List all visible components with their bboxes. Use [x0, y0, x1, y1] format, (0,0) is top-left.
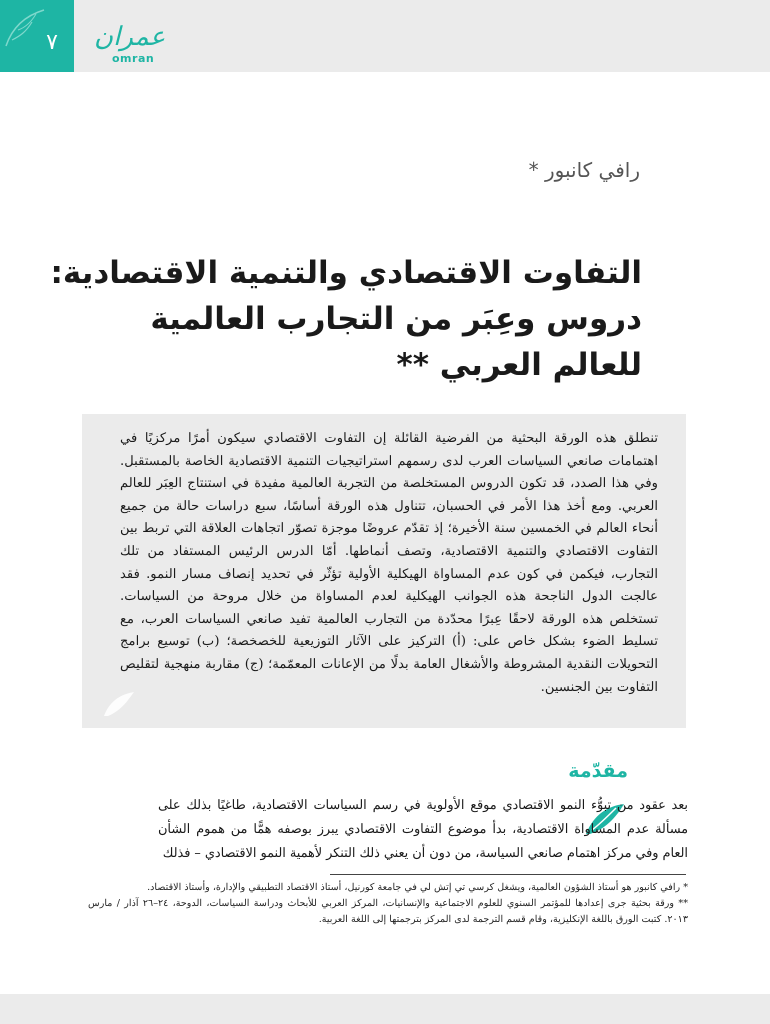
logo-arabic-text: عمران: [94, 22, 166, 52]
intro-paragraph: بعد عقود من تبوُّء النمو الاقتصادي موقع الأولوية في رسم السياسات الاقتصادية، طاغيًا بذلك على مسألة عدم المساواة الاقتصادية، بدأ موضوع التفاوت الاقتصادي يبرز بوصفه همًّا من هموم الشأن العام وفي مركز اهتمام صانعي السياسة، من دون أن يعني ذلك التنكر لأهمية النمو الاقتصادي – فذلك: [158, 798, 688, 861]
page-number: ٧: [46, 30, 58, 55]
footnote: ** ورقة بحثية جرى إعدادها للمؤتمر السنوي للعلوم الاجتماعية والإنسانيات، المركز العربي للأبحاث ودراسة السياسات، الدوحة، ٢٤–٢٦ آذار / مارس ٢٠١٣. كتبت الورق باللغة الإنكليزية، وقام قسم الترجمة لدى المركز بترجمتها إلى اللغة العربية.: [88, 898, 688, 925]
footer-bar: [0, 994, 770, 1024]
author-name: رافي كانبور *: [528, 158, 640, 182]
abstract-text: تنطلق هذه الورقة البحثية من الفرضية القائلة إن التفاوت الاقتصادي سيكون أمرًا مركزيًا في اهتمامات صانعي السياسات العرب لدى رسمهم استراتيجيات التنمية الاقتصادية الخاصة بالمستقبل. وفي هذا الصدد، قد تكون الدروس المستخلصة من التجربة العالمية مفيدة في استنتاج العِبَر للعالم العربي. ومع أخذ هذا الأمر في الحسبان، تتناول هذه الورقة أساسًا، سبع دراسات حالة من جميع أنحاء العالم في الخمسين سنة الأخيرة؛ إذ تقدّم عروضًا موجزة تصوّر اتجاهات العلاقة التي تربط بين التفاوت الاقتصادي والتنمية الاقتصادية، وتصف أنماطها. أمّا الدرس الرئيس المستفاد من تلك التجارب، فيكمن في كون عدم المساواة الهيكلية الأولية تؤثّر في تحديد إنصاف مسار النمو. فقد عالجت الدول الناجحة هذه الجوانب الهيكلية لعدم المساواة من خلال مروحة من السياسات. تستخلص هذه الورقة لاحقًا عِبرًا محدّدة من التجارب العالمية تفيد صانعي السياسات العرب، مع تسليط الضوء بشكل خاص على: (أ) التركيز على الآثار التوزيعية للخصخصة؛ (ب) توسيع برامج التحويلات النقدية المشروطة والأشغال العامة بدلًا من الإعانات المعمّمة؛ (ج) مقاربة منهجية لتقليص التفاوت بين الجنسين.: [120, 431, 658, 695]
footnotes: [88, 880, 688, 928]
header-bar: [0, 0, 770, 72]
logo-latin-text: omran: [112, 52, 155, 65]
footnote: * رافي كانبور هو أستاذ الشؤون العالمية، ويشغل كرسي تي إتش لي في جامعة كورنيل، أستاذ الاقتصاد التطبيقي والإدارة، وأستاذ الاقتصاد.: [147, 882, 688, 893]
leaf-pattern-icon: [2, 6, 48, 50]
abstract-box: [82, 414, 686, 728]
title-line: التفاوت الاقتصادي والتنمية الاقتصادية:: [50, 255, 642, 291]
title-line: للعالم العربي **: [396, 347, 642, 383]
article-title: [50, 250, 642, 388]
title-line: دروس وعِبَر من التجارب العالمية: [150, 301, 642, 337]
footnote-divider: [330, 874, 686, 875]
section-heading: مقدّمة: [568, 760, 628, 782]
page-number-tab: [0, 0, 74, 72]
quill-watermark-icon: [102, 690, 136, 720]
omran-logo: [90, 22, 180, 68]
